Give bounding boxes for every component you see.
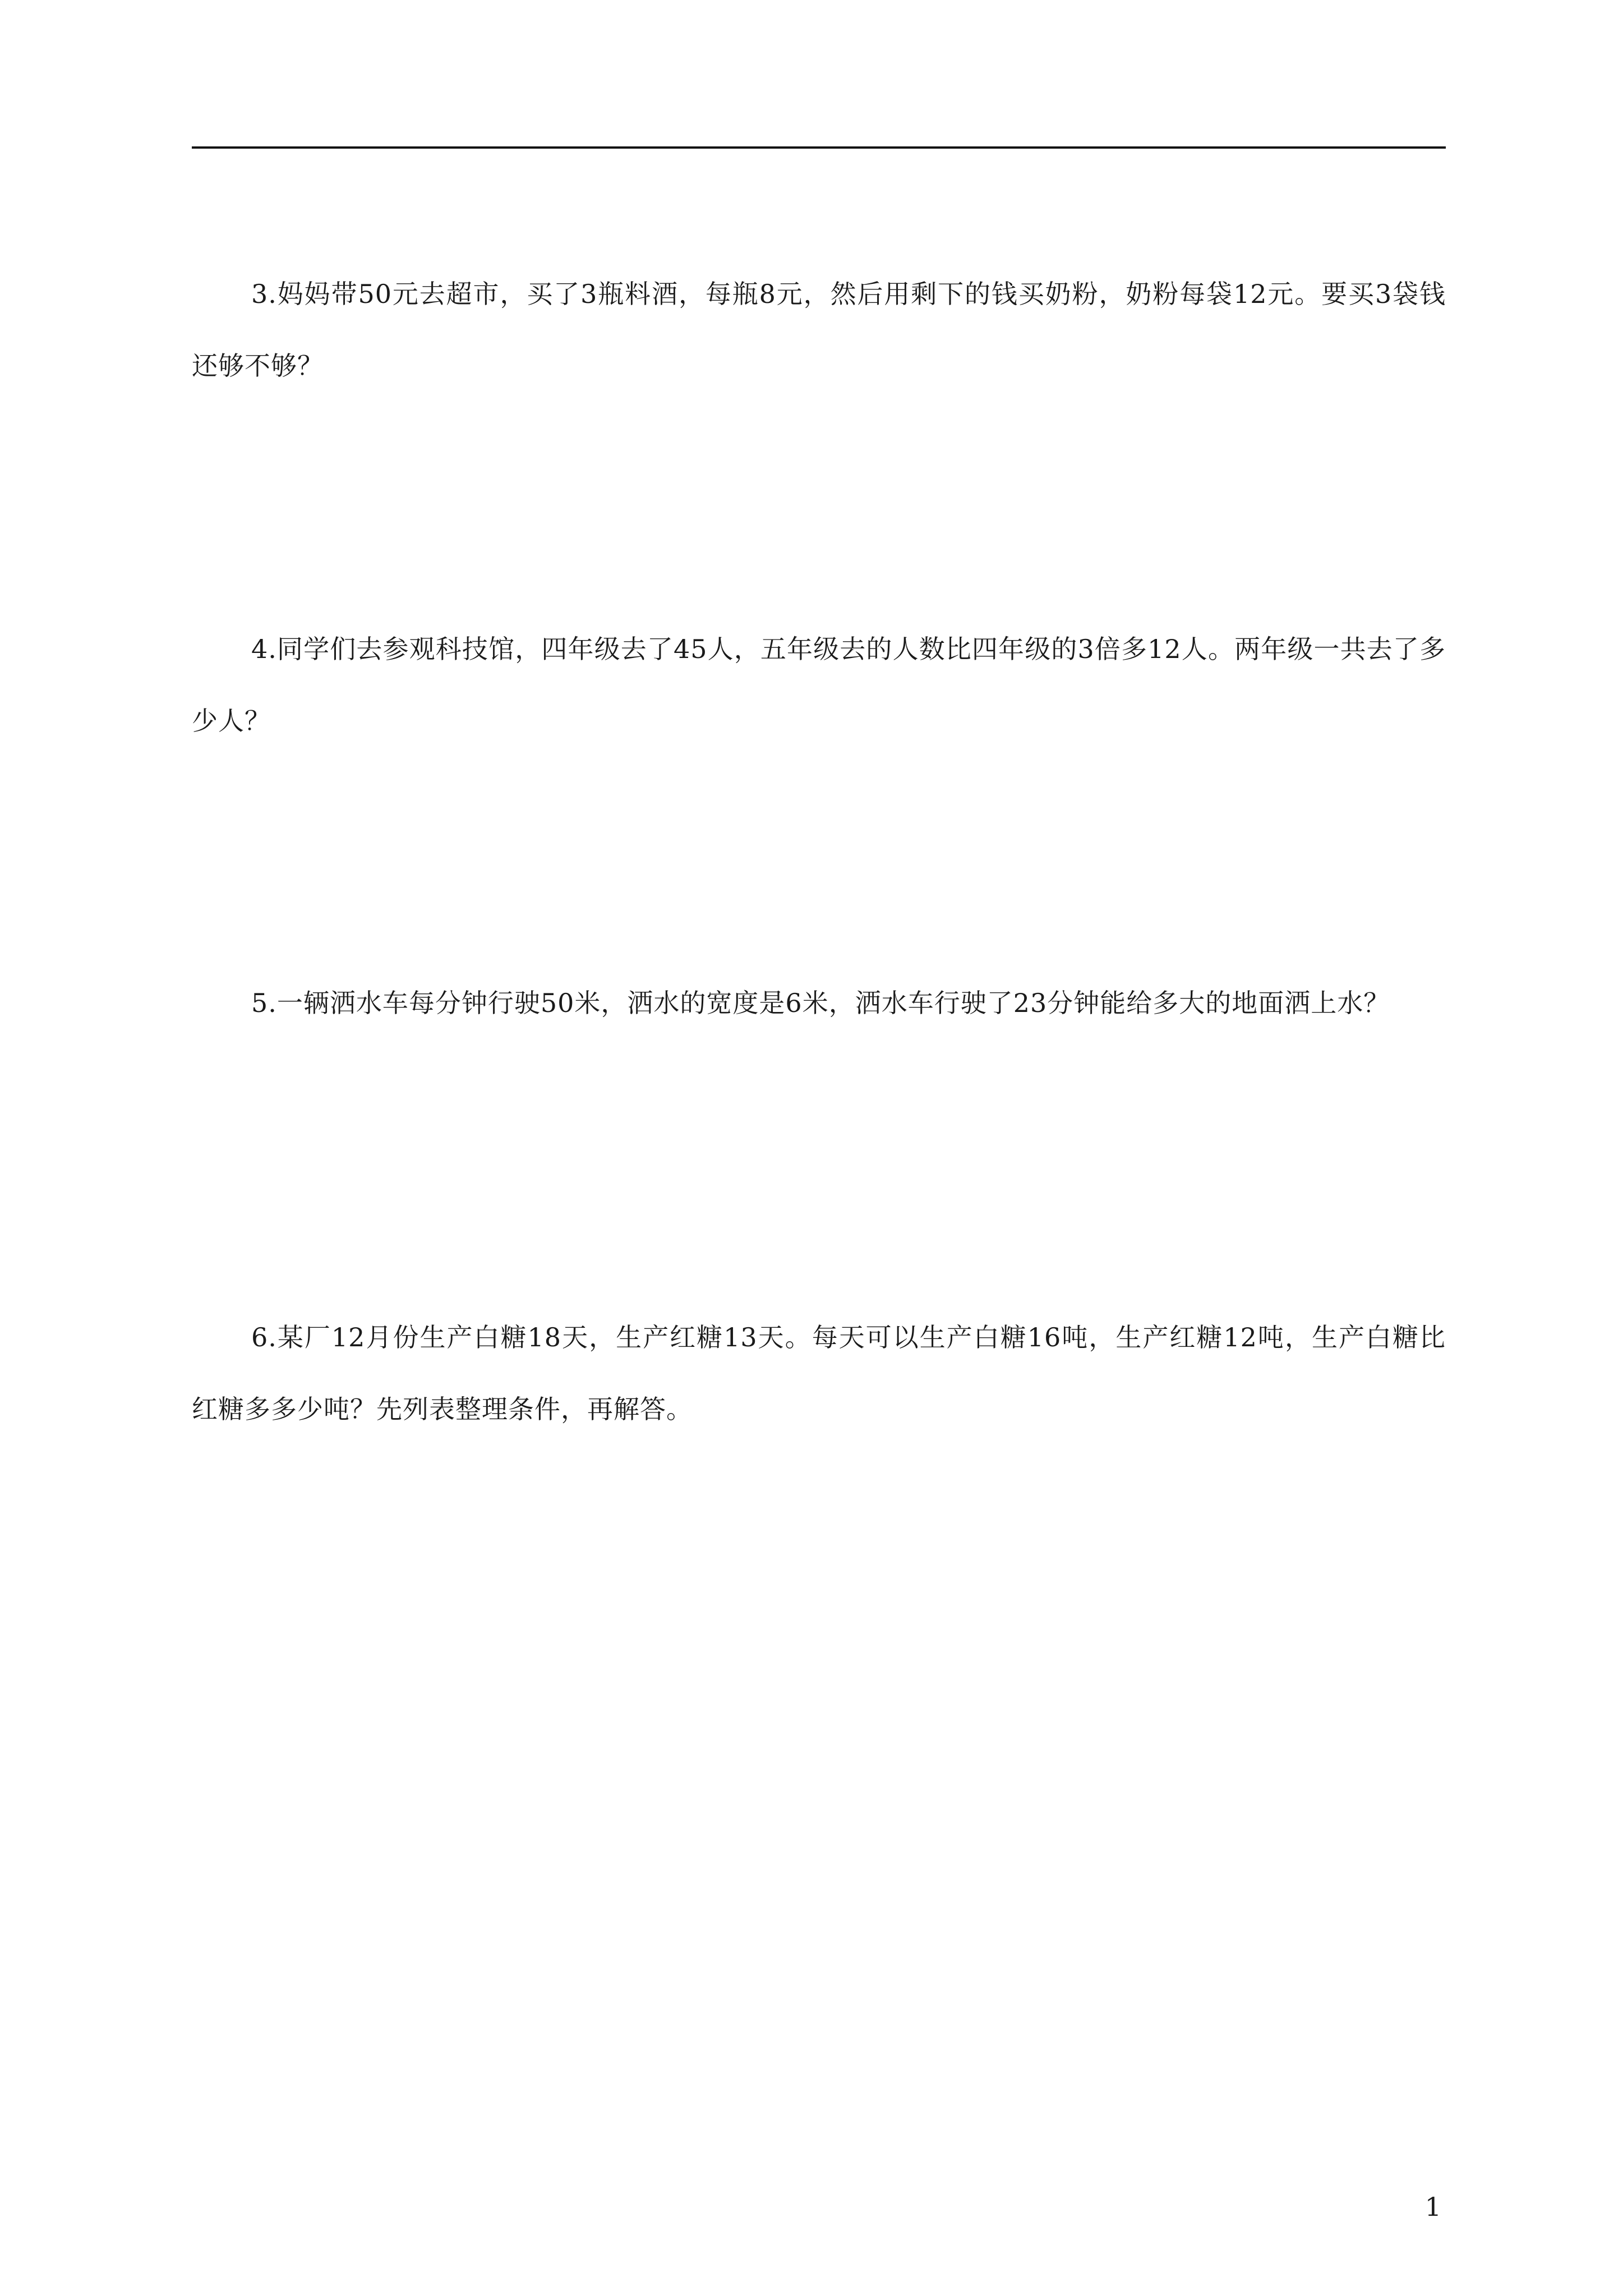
page-number: 1 [1424,2192,1441,2222]
problem-3: 3.妈妈带50元去超市，买了3瓶料酒，每瓶8元，然后用剩下的钱买奶粉，奶粉每袋12元。要买3袋钱还够不够？ [192,279,1446,381]
problem-4: 4.同学们去参观科技馆，四年级去了45人，五年级去的人数比四年级的3倍多12人。两年级一共去了多少人？ [192,634,1446,736]
problem-6: 6.某厂12月份生产白糖18天，生产红糖13天。每天可以生产白糖16吨，生产红糖12吨，生产白糖比红糖多多少吨？先列表整理条件，再解答。 [192,1322,1446,1424]
problem-5: 5.一辆洒水车每分钟行驶50米，洒水的宽度是6米，洒水车行驶了23分钟能给多大的地面洒上水？ [251,988,1390,1018]
header-rule [192,146,1446,149]
